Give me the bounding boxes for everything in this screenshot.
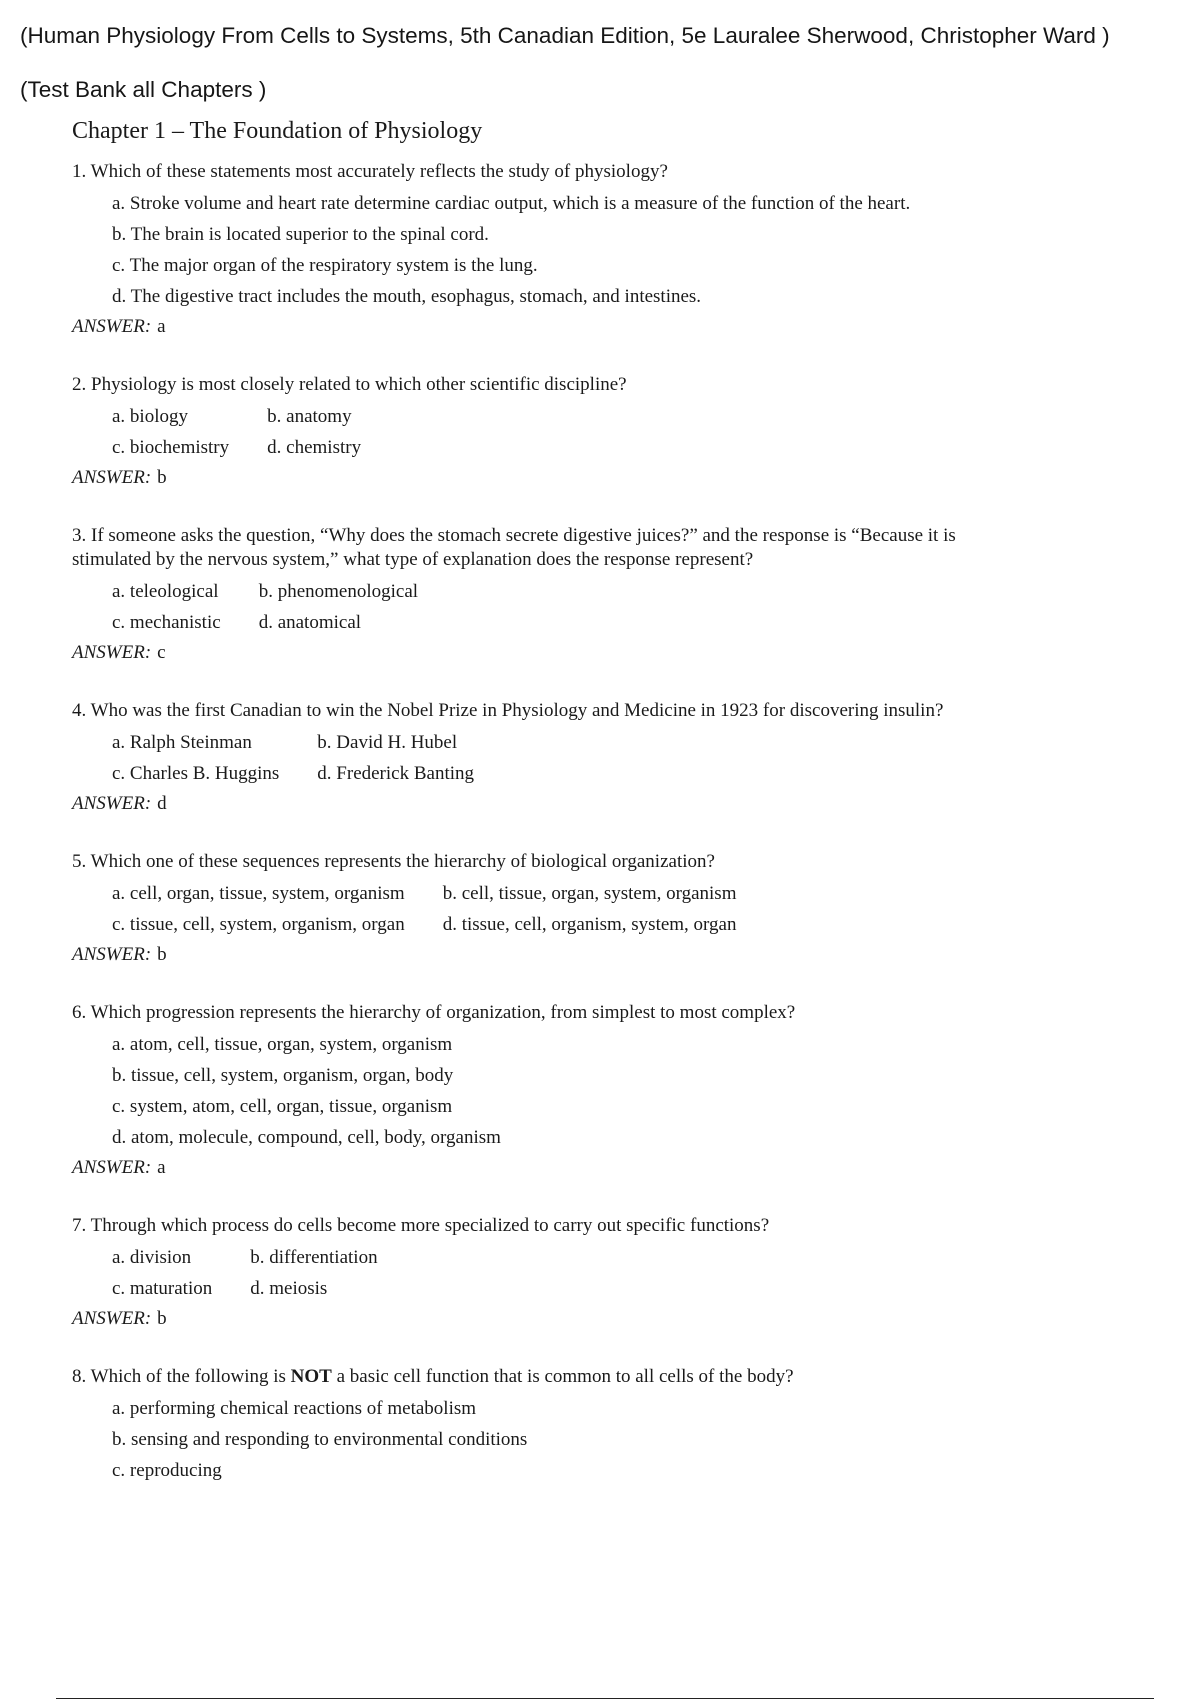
answer-line xyxy=(72,463,1152,493)
answer-value: b xyxy=(157,467,167,488)
answer-options xyxy=(112,188,1152,312)
question-2 xyxy=(72,373,1152,493)
answer-line xyxy=(72,940,1152,970)
answer-value: b xyxy=(157,944,167,965)
question-3 xyxy=(72,524,1152,668)
question-4 xyxy=(72,699,1152,819)
option-b: b. differentiation xyxy=(250,1247,378,1268)
answer-options xyxy=(112,1393,1152,1486)
question-stem xyxy=(72,1365,1152,1389)
answer-options xyxy=(112,1029,1152,1153)
test-bank-content xyxy=(72,116,1152,1517)
question-stem-emphasis: NOT xyxy=(290,1366,332,1387)
option-c: c. biochemistry xyxy=(112,437,230,458)
answer-line xyxy=(72,1153,1152,1183)
option-c: c. maturation xyxy=(112,1278,213,1299)
question-6 xyxy=(72,1001,1152,1183)
answer-line xyxy=(72,1304,1152,1334)
option-d: d. anatomical xyxy=(258,612,362,633)
question-stem xyxy=(72,524,1152,572)
answer-value: a xyxy=(157,1157,166,1178)
question-stem-line-1: 3. If someone asks the question, “Why does the stomach secrete digestive juices?” and the response is “Because it is xyxy=(72,525,956,546)
option-b: b. David H. Hubel xyxy=(317,732,458,753)
option-c: c. reproducing xyxy=(112,1460,222,1481)
answer-line xyxy=(72,312,1152,342)
answer-options xyxy=(112,576,418,638)
answer-value: b xyxy=(157,1308,167,1329)
question-stem: 6. Which progression represents the hierarchy of organization, from simplest to most complex? xyxy=(72,1002,796,1023)
question-stem-line-2: stimulated by the nervous system,” what type of explanation does the response represent? xyxy=(72,549,754,570)
answer-line xyxy=(72,638,1152,668)
answer-value: c xyxy=(157,642,166,663)
question-5 xyxy=(72,850,1152,970)
option-c: c. mechanistic xyxy=(112,612,221,633)
answer-label: ANSWER: xyxy=(72,1157,152,1178)
option-d: d. atom, molecule, compound, cell, body, organism xyxy=(112,1127,501,1148)
chapter-title: Chapter 1 – The Foundation of Physiology xyxy=(72,118,483,144)
answer-options xyxy=(112,727,474,789)
option-d: d. tissue, cell, organism, system, organ xyxy=(442,914,737,935)
question-stem-start: 8. Which of the following is xyxy=(72,1366,291,1387)
document-subtitle: (Test Bank all Chapters ) xyxy=(20,77,267,102)
answer-value: a xyxy=(157,316,166,337)
option-b: b. anatomy xyxy=(267,406,352,427)
option-c: c. system, atom, cell, organ, tissue, organism xyxy=(112,1096,453,1117)
question-stem: 7. Through which process do cells become more specialized to carry out specific functions? xyxy=(72,1215,770,1236)
option-b: b. tissue, cell, system, organism, organ, body xyxy=(112,1065,454,1086)
option-a: a. division xyxy=(112,1247,192,1268)
answer-label: ANSWER: xyxy=(72,944,152,965)
page-bottom-rule xyxy=(56,1698,1154,1699)
option-d: d. chemistry xyxy=(267,437,362,458)
option-a: a. performing chemical reactions of metabolism xyxy=(112,1398,477,1419)
option-d: d. The digestive tract includes the mouth, esophagus, stomach, and intestines. xyxy=(112,286,702,307)
option-b: b. phenomenological xyxy=(258,581,419,602)
option-a: a. cell, organ, tissue, system, organism xyxy=(112,883,405,904)
question-stem: 4. Who was the first Canadian to win the Nobel Prize in Physiology and Medicine in 1923 for discovering insulin? xyxy=(72,700,944,721)
option-c: c. tissue, cell, system, organism, organ xyxy=(112,914,405,935)
question-8 xyxy=(72,1365,1152,1486)
question-stem: 5. Which one of these sequences represents the hierarchy of biological organization? xyxy=(72,851,715,872)
option-a: a. teleological xyxy=(112,581,219,602)
option-a: a. atom, cell, tissue, organ, system, organism xyxy=(112,1034,453,1055)
question-stem-end: a basic cell function that is common to all cells of the body? xyxy=(331,1366,794,1387)
answer-options xyxy=(112,401,361,463)
option-d: d. meiosis xyxy=(250,1278,328,1299)
option-a: a. Ralph Steinman xyxy=(112,732,252,753)
question-7 xyxy=(72,1214,1152,1334)
option-a: a. Stroke volume and heart rate determine cardiac output, which is a measure of the function of the heart. xyxy=(112,193,911,214)
answer-label: ANSWER: xyxy=(72,316,152,337)
answer-line xyxy=(72,789,1152,819)
document-title: (Human Physiology From Cells to Systems, 5th Canadian Edition, 5e Lauralee Sherwood, Christopher Ward ) xyxy=(20,23,1110,48)
option-d: d. Frederick Banting xyxy=(317,763,475,784)
answer-options xyxy=(112,878,736,940)
answer-options xyxy=(112,1242,378,1304)
option-a: a. biology xyxy=(112,406,188,427)
option-b: b. The brain is located superior to the spinal cord. xyxy=(112,224,489,245)
question-stem: 1. Which of these statements most accurately reflects the study of physiology? xyxy=(72,161,668,182)
question-1 xyxy=(72,160,1152,342)
answer-label: ANSWER: xyxy=(72,642,152,663)
answer-label: ANSWER: xyxy=(72,467,152,488)
answer-value: d xyxy=(157,793,167,814)
option-c: c. Charles B. Huggins xyxy=(112,763,280,784)
option-b: b. sensing and responding to environmental conditions xyxy=(112,1429,528,1450)
answer-label: ANSWER: xyxy=(72,1308,152,1329)
option-c: c. The major organ of the respiratory system is the lung. xyxy=(112,255,538,276)
question-stem: 2. Physiology is most closely related to which other scientific discipline? xyxy=(72,374,627,395)
option-b: b. cell, tissue, organ, system, organism xyxy=(442,883,737,904)
answer-label: ANSWER: xyxy=(72,793,152,814)
